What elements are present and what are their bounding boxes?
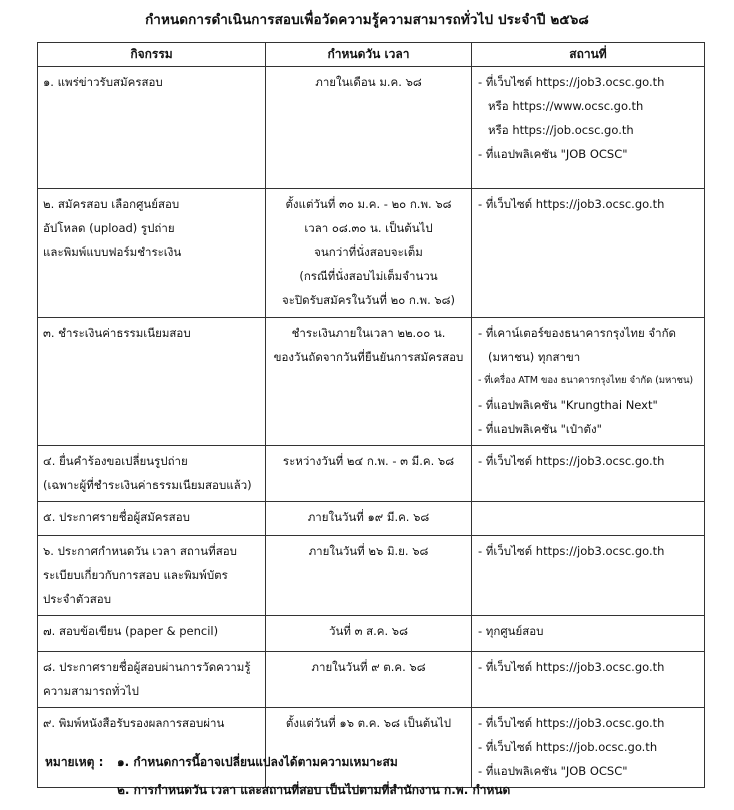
activity-cell (38, 616, 266, 652)
activity-text: ระเบียบเกี่ยวกับการสอบ และพิมพ์บัตร (43, 568, 228, 582)
location-cell (472, 652, 705, 708)
location-cell (472, 536, 705, 616)
datetime-text: ภายในวันที่ ๒๖ มิ.ย. ๖๘ (308, 544, 429, 558)
location-text: - ที่แอปพลิเคชัน "JOB OCSC" (478, 764, 628, 778)
datetime-text: ระหว่างวันที่ ๒๔ ก.พ. - ๓ มี.ค. ๖๘ (282, 454, 455, 468)
datetime-text: ตั้งแต่วันที่ ๓๐ ม.ค. - ๒๐ ก.พ. ๖๘ (285, 197, 452, 211)
datetime-cell (266, 502, 472, 536)
datetime-text: จะปิดรับสมัครในวันที่ ๒๐ ก.พ. ๖๘) (281, 293, 456, 307)
location-text: - ที่เว็บไซต์ https://job3.ocsc.go.th (478, 660, 665, 674)
datetime-text: เวลา ๐๘.๓๐ น. เป็นต้นไป (304, 221, 433, 235)
activity-text: ๓. ชำระเงินค่าธรรมเนียมสอบ (43, 326, 191, 340)
table-row (38, 318, 705, 446)
datetime-text: ของวันถัดจากวันที่ยืนยันการสมัครสอบ (273, 350, 464, 364)
table-row (38, 189, 705, 318)
location-text: - ที่แอปพลิเคชัน "JOB OCSC" (478, 147, 628, 161)
location-text: หรือ https://job.ocsc.go.th (488, 123, 634, 137)
datetime-cell (266, 189, 472, 318)
location-text: - ที่เครื่อง ATM ของ ธนาคารกรุงไทย จำกัด (มหาชน) (478, 375, 694, 386)
location-cell (472, 446, 705, 502)
header-datetime: กำหนดวัน เวลา (266, 43, 472, 67)
datetime-cell (266, 536, 472, 616)
activity-cell (38, 318, 266, 446)
activity-text: ๙. พิมพ์หนังสือรับรองผลการสอบผ่าน (43, 716, 225, 730)
location-cell (472, 67, 705, 189)
document-title: กำหนดการดำเนินการสอบเพื่อวัดความรู้ความสามารถทั่วไป ประจำปี ๒๕๖๘ (145, 12, 589, 28)
activity-text: ๗. สอบข้อเขียน (paper & pencil) (43, 624, 219, 638)
activity-cell (38, 446, 266, 502)
activity-text: ประจำตัวสอบ (43, 592, 112, 606)
location-text: หรือ https://www.ocsc.go.th (488, 99, 644, 113)
activity-text: ๒. สมัครสอบ เลือกศูนย์สอบ (43, 197, 180, 211)
datetime-text: ตั้งแต่วันที่ ๑๖ ต.ค. ๖๘ เป็นต้นไป (285, 716, 452, 730)
location-text: - ที่เว็บไซต์ https://job3.ocsc.go.th (478, 197, 665, 211)
datetime-cell (266, 67, 472, 189)
datetime-cell (266, 318, 472, 446)
datetime-cell (266, 446, 472, 502)
table-row (38, 502, 705, 536)
location-text: - ที่เคาน์เตอร์ของธนาคารกรุงไทย จำกัด (478, 326, 676, 340)
activity-cell (38, 652, 266, 708)
datetime-text: ภายในวันที่ ๙ ต.ค. ๖๘ (311, 660, 426, 674)
datetime-text: ชำระเงินภายในเวลา ๒๒.๐๐ น. (291, 326, 446, 340)
location-cell (472, 318, 705, 446)
note-item: ๑. กำหนดการนี้อาจเปลี่ยนแปลงได้ตามความเหมาะสม (117, 755, 398, 769)
note-item: ๒. การกำหนดวัน เวลา และสถานที่สอบ เป็นไปตามที่สำนักงาน ก.พ. กำหนด (117, 783, 511, 797)
activity-text: ความสามารถทั่วไป (43, 684, 139, 698)
activity-text: ๑. แพร่ข่าวรับสมัครสอบ (43, 75, 163, 89)
datetime-text: ภายในวันที่ ๑๙ มี.ค. ๖๘ (307, 510, 430, 524)
activity-cell (38, 536, 266, 616)
activity-text: และพิมพ์แบบฟอร์มชำระเงิน (43, 245, 182, 259)
activity-cell (38, 502, 266, 536)
location-text: - ที่แอปพลิเคชัน "เป๋าตัง" (478, 422, 602, 436)
table-row (38, 616, 705, 652)
table-row (38, 446, 705, 502)
schedule-table (37, 42, 705, 788)
datetime-text: (กรณีที่นั่งสอบไม่เต็มจำนวน (299, 269, 438, 283)
location-text: - ที่เว็บไซต์ https://job3.ocsc.go.th (478, 454, 665, 468)
activity-text: อัปโหลด (upload) รูปถ่าย (43, 221, 175, 235)
activity-text: ๘. ประกาศรายชื่อผู้สอบผ่านการวัดความรู้ (43, 660, 251, 674)
table-row (38, 67, 705, 189)
location-text: - ที่เว็บไซต์ https://job3.ocsc.go.th (478, 716, 665, 730)
location-text: - ที่แอปพลิเคชัน "Krungthai Next" (478, 398, 658, 412)
header-activity: กิจกรรม (38, 43, 266, 67)
location-cell (472, 502, 705, 536)
activity-text: ๔. ยื่นคำร้องขอเปลี่ยนรูปถ่าย (43, 454, 188, 468)
table-row (38, 536, 705, 616)
datetime-text: ภายในเดือน ม.ค. ๖๘ (315, 75, 422, 89)
table-header-row (38, 43, 705, 67)
location-text: (มหาชน) ทุกสาขา (488, 350, 581, 364)
location-text: - ที่เว็บไซต์ https://job.ocsc.go.th (478, 740, 658, 754)
activity-cell (38, 189, 266, 318)
location-text: - ที่เว็บไซต์ https://job3.ocsc.go.th (478, 544, 665, 558)
activity-text: ๖. ประกาศกำหนดวัน เวลา สถานที่สอบ (43, 544, 237, 558)
datetime-cell (266, 616, 472, 652)
location-text: - ที่เว็บไซต์ https://job3.ocsc.go.th (478, 75, 665, 89)
activity-text: ๕. ประกาศรายชื่อผู้สมัครสอบ (43, 510, 190, 524)
header-location: สถานที่ (472, 43, 705, 67)
location-cell (472, 616, 705, 652)
datetime-text: จนกว่าที่นั่งสอบจะเต็ม (314, 245, 423, 259)
location-cell (472, 189, 705, 318)
datetime-text: วันที่ ๓ ส.ค. ๖๘ (329, 624, 408, 638)
notes-label: หมายเหตุ : (45, 755, 104, 769)
location-text: - ทุกศูนย์สอบ (478, 624, 544, 638)
activity-cell (38, 67, 266, 189)
datetime-cell (266, 652, 472, 708)
table-row (38, 652, 705, 708)
activity-text: (เฉพาะผู้ที่ชำระเงินค่าธรรมเนียมสอบแล้ว) (43, 478, 252, 492)
